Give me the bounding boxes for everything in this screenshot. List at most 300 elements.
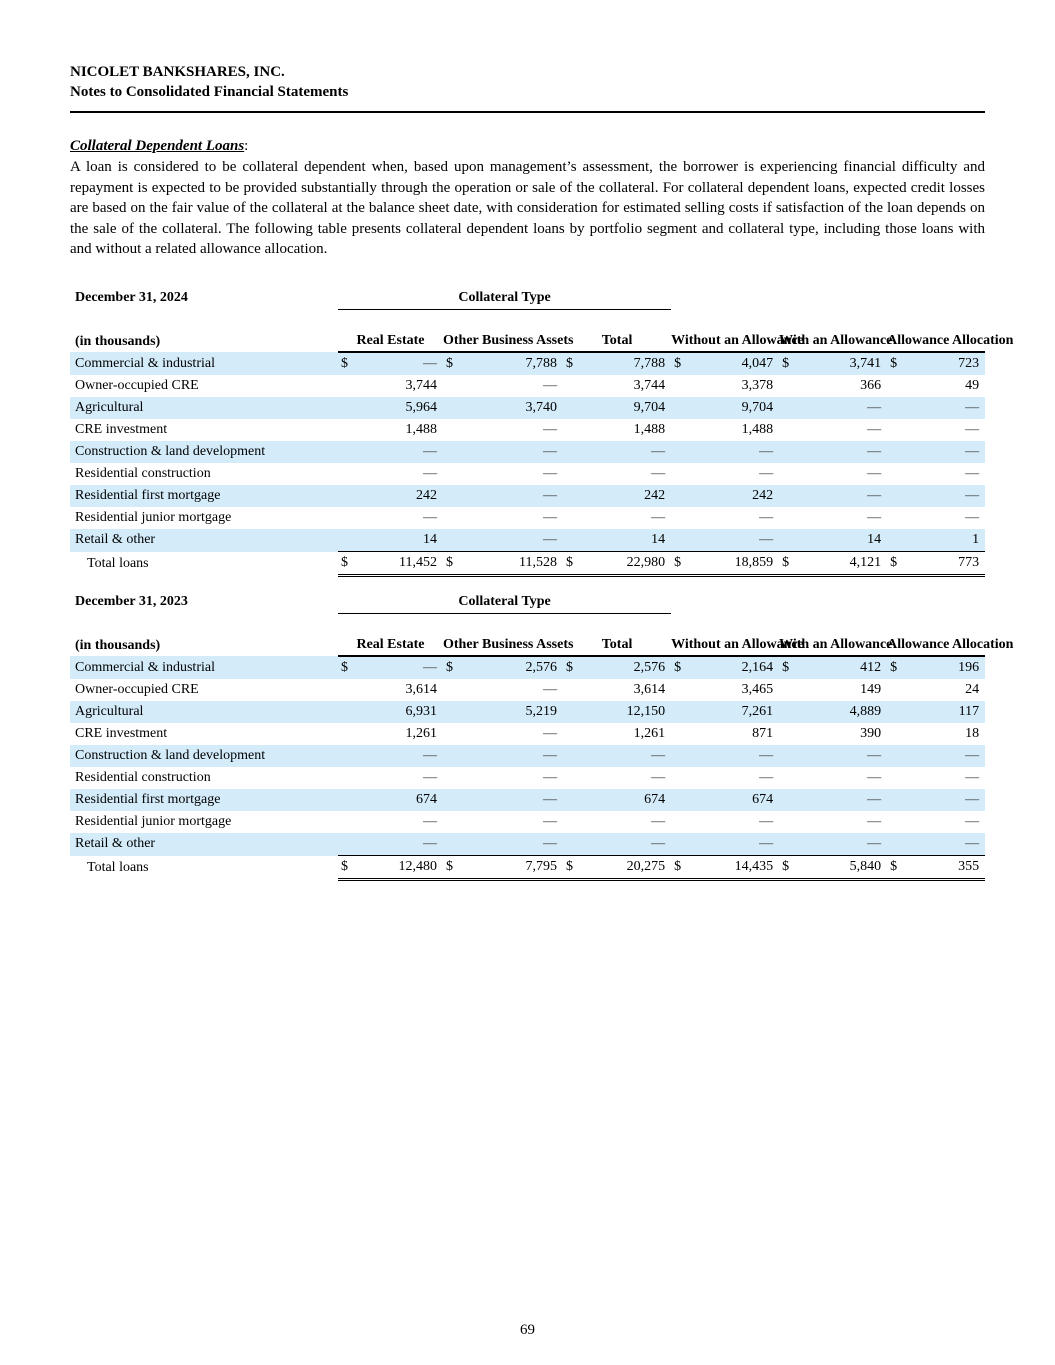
table-row <box>70 833 985 856</box>
table-date-label: December 31, 2024 <box>75 290 188 306</box>
currency-symbol <box>779 375 793 397</box>
currency-symbol <box>443 701 457 723</box>
table-cell: 2,576 <box>577 656 671 679</box>
section-title: Collateral Dependent Loans <box>70 138 245 154</box>
table-cell: — <box>457 745 563 767</box>
table-cell: — <box>352 656 443 679</box>
table-cell: — <box>352 352 443 375</box>
table-cell: — <box>423 466 437 481</box>
table-cell: 390 <box>860 726 882 741</box>
currency-symbol <box>887 745 901 767</box>
table-cell: — <box>352 441 443 463</box>
currency-symbol <box>338 507 352 529</box>
table-cell: 4,889 <box>793 701 887 723</box>
currency-symbol <box>779 507 793 529</box>
currency-symbol <box>563 463 577 485</box>
table-cell: 7,788 <box>577 352 671 375</box>
table-cell: — <box>543 814 557 829</box>
currency-symbol: $ <box>338 552 352 576</box>
table-date-label: December 31, 2023 <box>75 594 188 610</box>
table-cell: 3,741 <box>793 352 887 375</box>
currency-symbol <box>563 745 577 767</box>
table-cell: — <box>577 833 671 856</box>
table-cell: 1,261 <box>633 726 666 741</box>
row-label: Residential construction <box>75 466 211 481</box>
currency-symbol <box>779 789 793 811</box>
row-label: Owner-occupied CRE <box>75 378 199 393</box>
table-row <box>70 375 985 397</box>
table-date-row <box>70 591 985 614</box>
table-cell: — <box>651 466 666 481</box>
page-header <box>70 62 985 102</box>
currency-symbol: $ <box>779 656 793 679</box>
currency-symbol <box>443 441 457 463</box>
table-cell: 14 <box>352 529 443 552</box>
table-cell: 1,488 <box>405 422 437 437</box>
currency-symbol <box>443 789 457 811</box>
currency-symbol <box>671 463 685 485</box>
table-cell: — <box>793 745 887 767</box>
currency-symbol <box>338 441 352 463</box>
column-header: Allowance Allocation <box>887 310 985 353</box>
currency-symbol <box>563 723 577 745</box>
table-cell: 674 <box>685 789 779 811</box>
table-cell: — <box>759 770 774 785</box>
units-label: (in thousands) <box>75 334 161 349</box>
total-label: Total loans <box>87 555 149 571</box>
row-label: Residential construction <box>75 770 211 785</box>
table-row <box>70 767 985 789</box>
header-divider <box>70 111 985 113</box>
table-cell: 149 <box>860 682 882 697</box>
loans-table-2024 <box>70 287 1014 577</box>
currency-symbol <box>779 397 793 419</box>
row-label: Commercial & industrial <box>70 656 338 679</box>
table-cell: 723 <box>901 352 985 375</box>
table-cell: 196 <box>901 656 985 679</box>
table-cell: — <box>901 441 985 463</box>
currency-symbol <box>563 767 577 789</box>
currency-symbol <box>671 419 685 441</box>
currency-symbol: $ <box>887 552 901 576</box>
table-cell: — <box>543 378 557 393</box>
table-cell: 871 <box>752 726 774 741</box>
table-cell: — <box>793 441 887 463</box>
currency-symbol <box>671 833 685 856</box>
table-cell: 2,576 <box>457 656 563 679</box>
table-cell: — <box>457 485 563 507</box>
table-cell: — <box>685 529 779 552</box>
table-cell: 3,465 <box>741 682 774 697</box>
currency-symbol <box>338 833 352 856</box>
currency-symbol <box>779 723 793 745</box>
table-cell: — <box>352 833 443 856</box>
currency-symbol: $ <box>338 856 352 880</box>
table-cell: 3,614 <box>405 682 437 697</box>
table-cell: 9,704 <box>685 397 779 419</box>
table-cell: 1,488 <box>741 422 774 437</box>
row-label: Residential first mortgage <box>70 485 338 507</box>
table-cell: — <box>577 745 671 767</box>
currency-symbol <box>887 767 901 789</box>
currency-symbol <box>887 811 901 833</box>
column-header: With an Allowance <box>779 614 887 657</box>
table-cell: — <box>685 441 779 463</box>
currency-symbol: $ <box>443 352 457 375</box>
spacer-cell <box>671 591 985 614</box>
table-cell: 242 <box>577 485 671 507</box>
currency-symbol <box>563 811 577 833</box>
table-cell: — <box>901 789 985 811</box>
currency-symbol <box>779 485 793 507</box>
table-cell: — <box>543 510 557 525</box>
currency-symbol: $ <box>887 352 901 375</box>
currency-symbol <box>671 789 685 811</box>
table-cell: — <box>901 833 985 856</box>
table-cell: 12,150 <box>577 701 671 723</box>
currency-symbol: $ <box>443 656 457 679</box>
currency-symbol: $ <box>443 552 457 576</box>
table-cell: — <box>685 833 779 856</box>
currency-symbol <box>338 701 352 723</box>
currency-symbol <box>671 811 685 833</box>
table-cell: 3,614 <box>633 682 666 697</box>
table-cell: 6,931 <box>352 701 443 723</box>
total-row <box>70 856 985 880</box>
units-label: (in thousands) <box>75 638 161 653</box>
table-row <box>70 485 985 507</box>
currency-symbol: $ <box>671 352 685 375</box>
currency-symbol <box>887 701 901 723</box>
table-cell: — <box>901 397 985 419</box>
currency-symbol <box>671 767 685 789</box>
currency-symbol <box>779 441 793 463</box>
currency-symbol: $ <box>887 656 901 679</box>
row-label: Residential junior mortgage <box>75 814 232 829</box>
column-header: Without an Allowance <box>671 614 779 657</box>
table-cell: 49 <box>965 378 980 393</box>
currency-symbol: $ <box>779 552 793 576</box>
currency-symbol: $ <box>443 856 457 880</box>
row-label: Agricultural <box>70 701 338 723</box>
table-cell: — <box>543 466 557 481</box>
currency-symbol <box>779 745 793 767</box>
table-cell: — <box>423 510 437 525</box>
table-cell: — <box>352 745 443 767</box>
table-row <box>70 441 985 463</box>
table-cell: — <box>901 745 985 767</box>
currency-symbol <box>887 833 901 856</box>
row-label: Owner-occupied CRE <box>75 682 199 697</box>
currency-symbol <box>779 419 793 441</box>
table-cell: — <box>685 745 779 767</box>
currency-symbol <box>563 507 577 529</box>
table-cell: — <box>577 441 671 463</box>
currency-symbol <box>443 767 457 789</box>
total-cell: 20,275 <box>577 856 671 880</box>
currency-symbol <box>563 529 577 552</box>
total-cell: 773 <box>901 552 985 576</box>
currency-symbol <box>887 529 901 552</box>
currency-symbol <box>779 833 793 856</box>
currency-symbol <box>671 679 685 701</box>
table-row <box>70 789 985 811</box>
currency-symbol <box>338 397 352 419</box>
table-cell: 24 <box>965 682 980 697</box>
table-cell: — <box>759 466 774 481</box>
table-cell: 5,964 <box>352 397 443 419</box>
column-header: Total <box>563 614 671 657</box>
currency-symbol <box>887 397 901 419</box>
table-cell: 242 <box>685 485 779 507</box>
table-cell: 14 <box>577 529 671 552</box>
total-row <box>70 552 985 576</box>
row-label: Retail & other <box>70 529 338 552</box>
table-date-row <box>70 287 985 310</box>
currency-symbol <box>563 789 577 811</box>
currency-symbol <box>779 811 793 833</box>
table-cell: — <box>901 485 985 507</box>
currency-symbol <box>563 441 577 463</box>
row-label: CRE investment <box>75 422 168 437</box>
currency-symbol <box>887 789 901 811</box>
currency-symbol: $ <box>563 352 577 375</box>
currency-symbol <box>563 679 577 701</box>
table-cell: 412 <box>793 656 887 679</box>
table-row <box>70 352 985 375</box>
collateral-section <box>70 136 985 260</box>
currency-symbol <box>338 811 352 833</box>
currency-symbol <box>779 529 793 552</box>
currency-symbol: $ <box>671 552 685 576</box>
table-row <box>70 701 985 723</box>
currency-symbol <box>887 419 901 441</box>
currency-symbol <box>671 529 685 552</box>
table-row <box>70 723 985 745</box>
currency-symbol <box>563 419 577 441</box>
currency-symbol: $ <box>779 352 793 375</box>
table-row <box>70 679 985 701</box>
currency-symbol <box>671 485 685 507</box>
section-paragraph: A loan is considered to be collateral dependent when, based upon management’s assessment, the borrower is experiencing financial difficulty and repayment is expected to be provided substantially through the operation or sale of the collateral. For collateral dependent loans, expected credit losses are based on the fair value of the collateral at the balance sheet date, with consideration for estimated selling costs if satisfaction of the loan depends on the sale of the collateral. The following table presents collateral dependent loans by portfolio segment and collateral type, including those loans with and without a related allowance allocation. <box>70 159 985 258</box>
currency-symbol <box>443 745 457 767</box>
table-cell: — <box>867 422 882 437</box>
total-cell: 355 <box>901 856 985 880</box>
currency-symbol <box>443 679 457 701</box>
currency-symbol <box>671 397 685 419</box>
currency-symbol <box>671 723 685 745</box>
currency-symbol <box>671 441 685 463</box>
table-cell: 1,488 <box>633 422 666 437</box>
currency-symbol <box>563 701 577 723</box>
total-cell: 5,840 <box>793 856 887 880</box>
table-cell: 3,740 <box>457 397 563 419</box>
table-row <box>70 463 985 485</box>
table-cell: — <box>457 833 563 856</box>
currency-symbol <box>443 375 457 397</box>
currency-symbol <box>443 397 457 419</box>
currency-symbol <box>338 723 352 745</box>
table-cell: 674 <box>352 789 443 811</box>
currency-symbol <box>887 723 901 745</box>
table-row <box>70 419 985 441</box>
currency-symbol <box>443 485 457 507</box>
total-cell: 14,435 <box>685 856 779 880</box>
table-cell: — <box>759 814 774 829</box>
currency-symbol <box>443 833 457 856</box>
currency-symbol <box>563 397 577 419</box>
currency-symbol <box>671 745 685 767</box>
currency-symbol <box>779 679 793 701</box>
table-cell: — <box>867 814 882 829</box>
section-title-colon: : <box>244 138 249 154</box>
table-cell: 1,261 <box>405 726 437 741</box>
table-row <box>70 811 985 833</box>
currency-symbol: $ <box>671 656 685 679</box>
currency-symbol <box>563 833 577 856</box>
column-header: Other Business Assets <box>443 614 563 657</box>
company-name: NICOLET BANKSHARES, INC. <box>70 64 285 80</box>
table-cell: — <box>793 833 887 856</box>
table-cell: — <box>457 529 563 552</box>
currency-symbol <box>443 529 457 552</box>
total-cell: 12,480 <box>352 856 443 880</box>
currency-symbol: $ <box>563 552 577 576</box>
table-cell: — <box>457 441 563 463</box>
currency-symbol: $ <box>338 352 352 375</box>
table-cell: 7,788 <box>457 352 563 375</box>
column-header: Other Business Assets <box>443 310 563 353</box>
table-cell: — <box>965 770 980 785</box>
currency-symbol <box>338 375 352 397</box>
table-cell: — <box>651 510 666 525</box>
spacer-cell <box>671 287 985 310</box>
table-cell: — <box>543 770 557 785</box>
currency-symbol <box>338 745 352 767</box>
table-cell: — <box>867 770 882 785</box>
currency-symbol <box>338 679 352 701</box>
table-cell: — <box>423 814 437 829</box>
row-label: CRE investment <box>75 726 168 741</box>
currency-symbol <box>779 767 793 789</box>
total-cell: 18,859 <box>685 552 779 576</box>
table-cell: 18 <box>965 726 980 741</box>
total-cell: 4,121 <box>793 552 887 576</box>
table-cell: — <box>867 466 882 481</box>
currency-symbol <box>338 485 352 507</box>
column-header: Allowance Allocation <box>887 614 985 657</box>
table-row <box>70 529 985 552</box>
collateral-type-header: Collateral Type <box>338 591 671 614</box>
column-header: Real Estate <box>338 614 443 657</box>
currency-symbol <box>338 789 352 811</box>
total-cell: 11,528 <box>457 552 563 576</box>
page-number: 69 <box>520 1322 535 1338</box>
table-cell: — <box>793 397 887 419</box>
currency-symbol <box>887 485 901 507</box>
currency-symbol <box>443 811 457 833</box>
column-header: With an Allowance <box>779 310 887 353</box>
table-cell: — <box>457 789 563 811</box>
row-label: Agricultural <box>70 397 338 419</box>
table-header-row <box>70 614 985 657</box>
table-row <box>70 507 985 529</box>
total-cell: 11,452 <box>352 552 443 576</box>
table-cell: — <box>793 789 887 811</box>
table-cell: 4,047 <box>685 352 779 375</box>
table-header-row <box>70 310 985 353</box>
table-cell: 3,744 <box>405 378 437 393</box>
table-row <box>70 656 985 679</box>
currency-symbol <box>563 485 577 507</box>
currency-symbol <box>338 767 352 789</box>
currency-symbol <box>779 463 793 485</box>
row-label: Residential junior mortgage <box>75 510 232 525</box>
table-cell: — <box>423 770 437 785</box>
currency-symbol <box>443 463 457 485</box>
currency-symbol <box>443 723 457 745</box>
loans-table-2023 <box>70 591 1014 881</box>
table-cell: — <box>965 466 980 481</box>
table-cell: 3,378 <box>741 378 774 393</box>
table-cell: — <box>793 485 887 507</box>
table-cell: — <box>543 682 557 697</box>
currency-symbol <box>887 679 901 701</box>
table-row <box>70 745 985 767</box>
currency-symbol: $ <box>338 656 352 679</box>
row-label: Construction & land development <box>70 441 338 463</box>
table-cell: 242 <box>352 485 443 507</box>
table-cell: — <box>965 422 980 437</box>
table-cell: — <box>867 510 882 525</box>
table-cell: 674 <box>577 789 671 811</box>
currency-symbol <box>338 419 352 441</box>
table-cell: 2,164 <box>685 656 779 679</box>
currency-symbol <box>338 463 352 485</box>
currency-symbol <box>887 463 901 485</box>
column-header: Without an Allowance <box>671 310 779 353</box>
table-cell: 366 <box>860 378 882 393</box>
table-cell: — <box>965 814 980 829</box>
currency-symbol: $ <box>563 856 577 880</box>
total-cell: 7,795 <box>457 856 563 880</box>
table-cell: — <box>759 510 774 525</box>
currency-symbol: $ <box>887 856 901 880</box>
total-label: Total loans <box>87 859 149 875</box>
table-cell: — <box>543 726 557 741</box>
currency-symbol <box>671 375 685 397</box>
table-cell: 3,744 <box>633 378 666 393</box>
currency-symbol <box>887 375 901 397</box>
currency-symbol <box>671 507 685 529</box>
currency-symbol: $ <box>671 856 685 880</box>
collateral-type-header: Collateral Type <box>338 287 671 310</box>
currency-symbol <box>887 507 901 529</box>
table-cell: — <box>543 422 557 437</box>
currency-symbol <box>443 507 457 529</box>
row-label: Commercial & industrial <box>70 352 338 375</box>
table-cell: — <box>965 510 980 525</box>
currency-symbol <box>563 375 577 397</box>
currency-symbol <box>671 701 685 723</box>
table-row <box>70 397 985 419</box>
total-cell: 22,980 <box>577 552 671 576</box>
column-header: Total <box>563 310 671 353</box>
row-label: Retail & other <box>70 833 338 856</box>
currency-symbol <box>338 529 352 552</box>
currency-symbol <box>443 419 457 441</box>
currency-symbol <box>779 701 793 723</box>
